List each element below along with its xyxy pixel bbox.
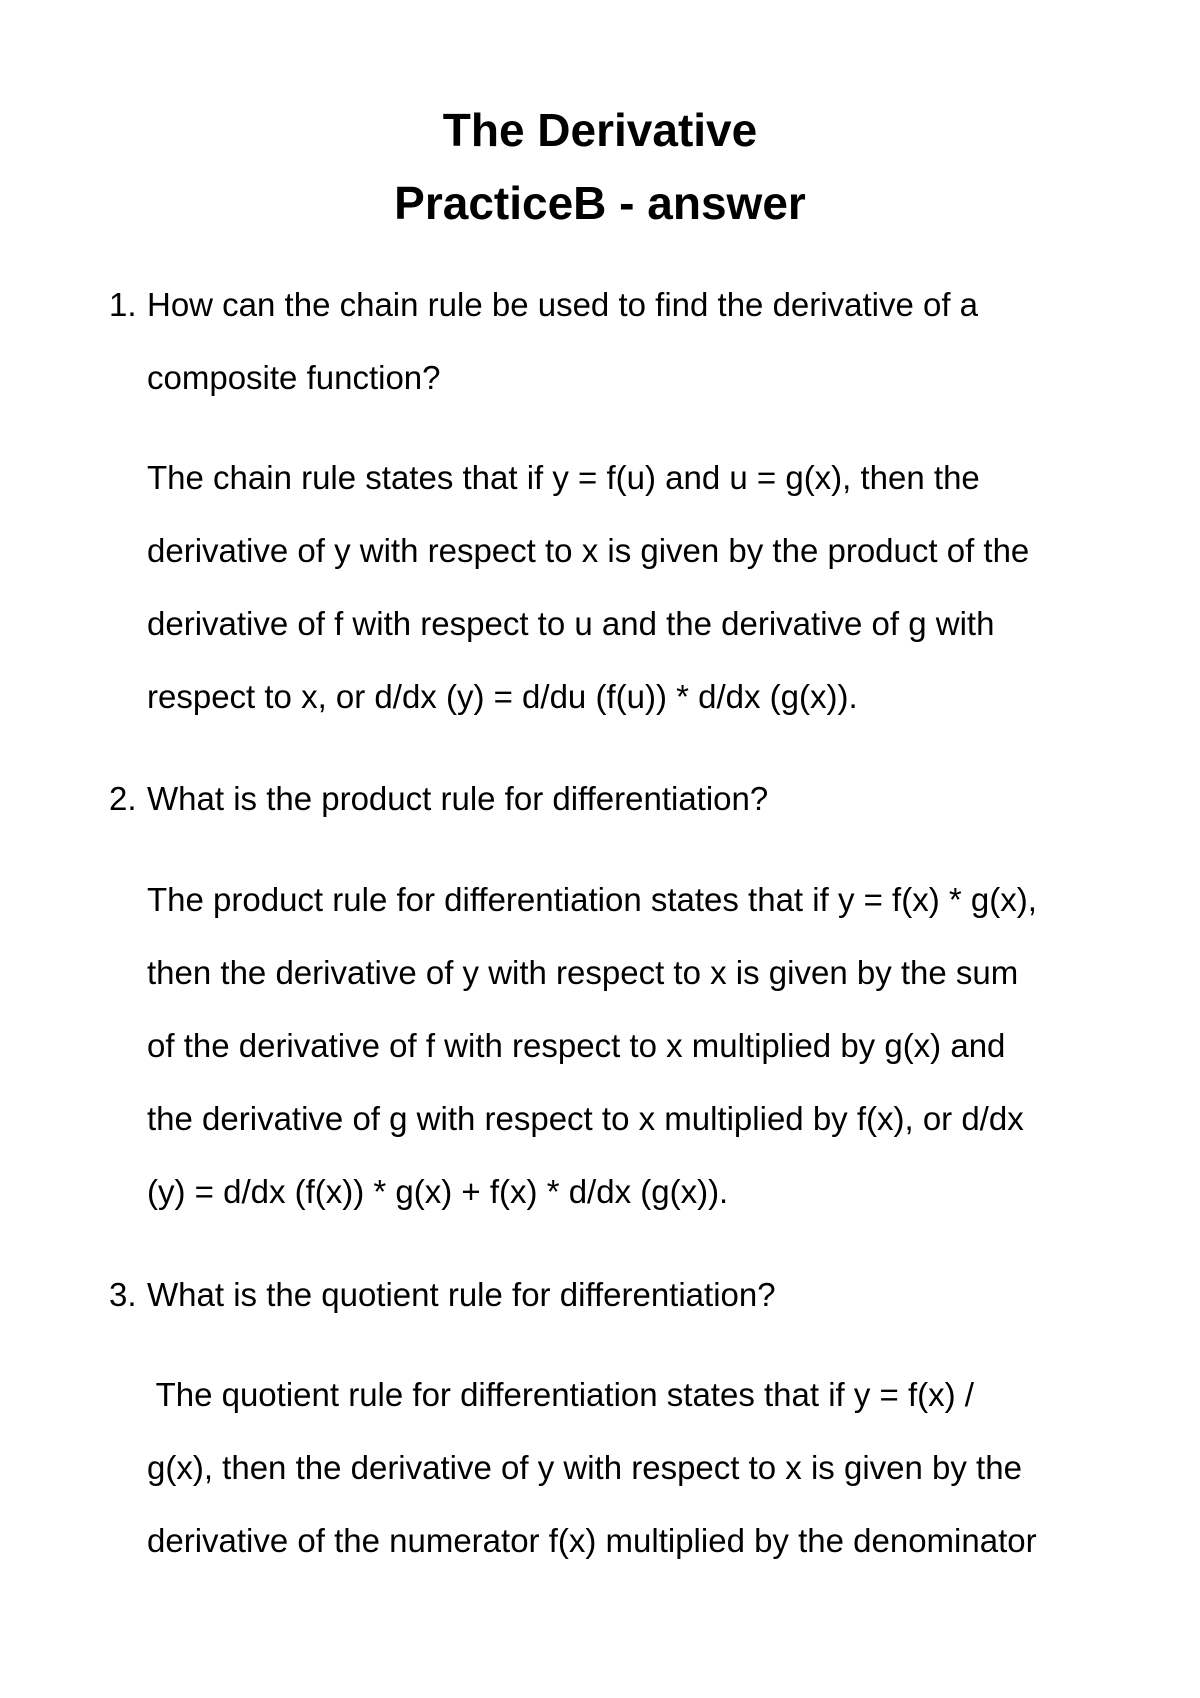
answer-text-line: g(x), then the derivative of y with respect to x is given by the [147, 1449, 1022, 1486]
document-title: The Derivative [442, 104, 758, 156]
answer-text-line: derivative of the numerator f(x) multiplied by the denominator [147, 1522, 1037, 1559]
document-subtitle: PracticeB - answer [394, 177, 806, 229]
answer-text-line: (y) = d/dx (f(x)) * g(x) + f(x) * d/dx (g(x)). [147, 1173, 729, 1210]
answer-text-line: derivative of y with respect to x is given by the product of the [147, 532, 1030, 569]
question-text-line: composite function? [147, 359, 441, 396]
question-number: 3. [109, 1276, 137, 1313]
answer-text-line: The quotient rule for differentiation states that if y = f(x) / [147, 1376, 974, 1413]
question-number: 2. [109, 780, 137, 817]
answer-text-line: then the derivative of y with respect to x is given by the sum [147, 954, 1019, 991]
answer-text-line: derivative of f with respect to u and the derivative of g with [147, 605, 995, 642]
answer-text-line: of the derivative of f with respect to x multiplied by g(x) and [147, 1027, 1006, 1064]
answer-text-line: The chain rule states that if y = f(u) and u = g(x), then the [147, 459, 980, 496]
question-text-line: How can the chain rule be used to find the derivative of a [147, 286, 979, 323]
question-text-line: What is the quotient rule for differentiation? [147, 1276, 776, 1313]
question-text-line: What is the product rule for differentiation? [147, 780, 769, 817]
answer-text-line: the derivative of g with respect to x multiplied by f(x), or d/dx [147, 1100, 1024, 1137]
answer-text-line: The product rule for differentiation states that if y = f(x) * g(x), [147, 881, 1037, 918]
question-number: 1. [109, 286, 137, 323]
answer-text-line: respect to x, or d/dx (y) = d/du (f(u)) * d/dx (g(x)). [147, 678, 858, 715]
